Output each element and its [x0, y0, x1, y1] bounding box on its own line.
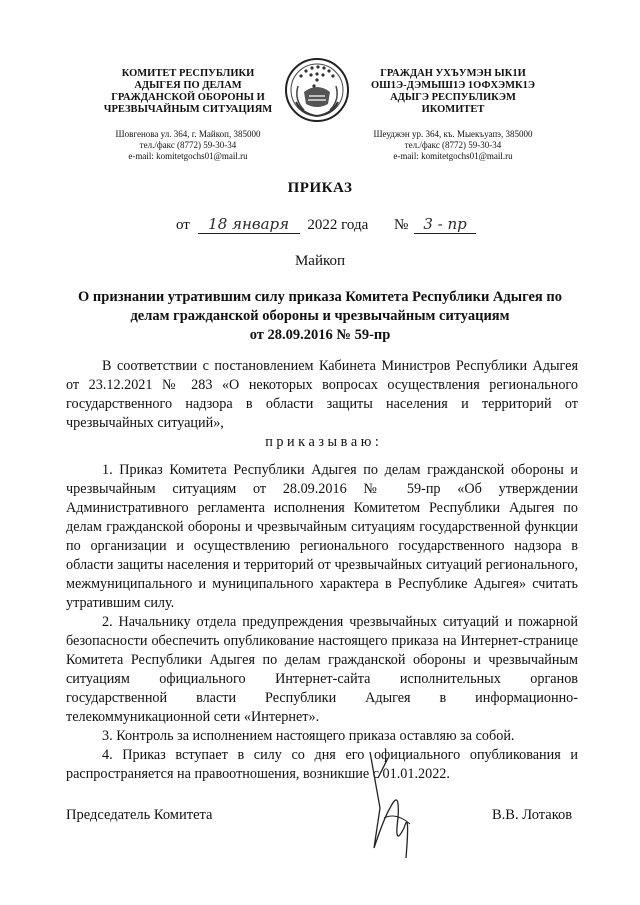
handwritten-number: 3 - пр — [414, 215, 476, 234]
signatory-name: В.В. Лотаков — [492, 807, 573, 823]
order-subject — [60, 288, 580, 345]
right-org-line: АДЫГЭ РЕСПУБЛИКЭМ — [390, 92, 516, 103]
right-org-line: ГРАЖДАН УХЪУМЭН ЫК1И — [380, 68, 526, 79]
page-title: ПРИКАЗ — [287, 180, 353, 196]
left-org-line: КОМИТЕТ РЕСПУБЛИКИ — [121, 68, 255, 79]
date-prefix: от — [176, 217, 190, 233]
city: Майкоп — [294, 253, 346, 269]
right-phone: тел./факс (8772) 59-30-34 — [404, 140, 502, 150]
order-date-line — [176, 215, 476, 234]
left-org-line: ЧРЕЗВЫЧАЙНЫМ СИТУАЦИЯМ — [103, 104, 273, 115]
number-prefix: № — [394, 217, 409, 233]
right-org-name — [368, 68, 538, 116]
coat-of-arms-icon — [282, 56, 352, 128]
signatory-position: Председатель Комитета — [66, 807, 213, 823]
right-org-line: ИКОМИТЕТ — [421, 104, 485, 115]
right-address: Шеуджэн ур. 364, къ. Мыекъуапэ, 385000 — [373, 129, 533, 139]
order-item: 3. Контроль за исполнением настоящего приказа оставляю за собой. — [102, 728, 515, 744]
order-item: 4. Приказ вступает в силу со дня его официального опубликования и распространяется на правоотношения, возникшие с 01.01.2022. — [66, 747, 578, 782]
subject-line: от 28.09.2016 № 59-пр — [249, 327, 391, 343]
right-header — [368, 68, 558, 162]
order-items — [66, 461, 578, 784]
subject-line: О признании утратившим силу приказа Комитета Республики Адыгея по — [78, 289, 562, 305]
left-org-line: ГРАЖДАНСКОЙ ОБОРОНЫ И — [111, 92, 265, 103]
order-item: 1. Приказ Комитета Республики Адыгея по делам гражданской обороны и чрезвычайным ситуациям от 28.09.2016 № 59-пр «Об утверждении Административного регламента исполнения Комитетом Республики Адыгея по делам гражданской обороны и чрезвычайным ситуациям государственной функции по организации и осуществлению регионального государственного надзора в области защиты населения и территорий от чрезвычайных ситуаций регионального, межмуниципального и муниципального характера в Республике Адыгея» считать утратившим силу. — [66, 462, 578, 611]
preamble — [66, 357, 578, 452]
left-email: e-mail: komitetgochs01@mail.ru — [128, 151, 248, 161]
order-item: 2. Начальнику отдела предупреждения чрезвычайных ситуаций и пожарной безопасности обеспечить опубликование настоящего приказа на Интернет-странице Комитета Республики Адыгея по делам гражданской обороны и чрезвычайным ситуациям официального Интернет-сайта исполнительных органов государственной власти Республики Адыгея в информационно-телекоммуникационной сети «Интернет». — [66, 614, 578, 725]
subject-line: делам гражданской обороны и чрезвычайным ситуациям — [130, 308, 510, 324]
left-contacts — [83, 129, 293, 162]
right-contacts — [348, 129, 558, 162]
left-phone: тел./факс (8772) 59-30-34 — [139, 140, 237, 150]
left-org-name — [88, 68, 288, 116]
right-email: e-mail: komitetgochs01@mail.ru — [393, 151, 513, 161]
left-org-line: АДЫГЕЯ ПО ДЕЛАМ — [134, 80, 242, 91]
preamble-text: В соответствии с постановлением Кабинета Министров Республики Адыгея от 23.12.2021 № 283 «О некоторых вопросах осуществления регионального государственного надзора в области защиты населения и территорий от чрезвычайных ситуаций», — [66, 358, 578, 431]
handwritten-date: 18 января — [198, 215, 300, 234]
handwritten-signature — [360, 748, 430, 868]
right-org-line: ОШ1Э-ДЭМЫШ1Э 1ОФХЭМК1Э — [371, 80, 535, 91]
left-header — [88, 68, 293, 162]
left-address: Шовгенова ул. 364, г. Майкоп, 385000 — [115, 129, 261, 139]
order-word: п р и к а з ы в а ю : — [265, 434, 379, 450]
date-suffix: 2022 года — [307, 217, 369, 233]
